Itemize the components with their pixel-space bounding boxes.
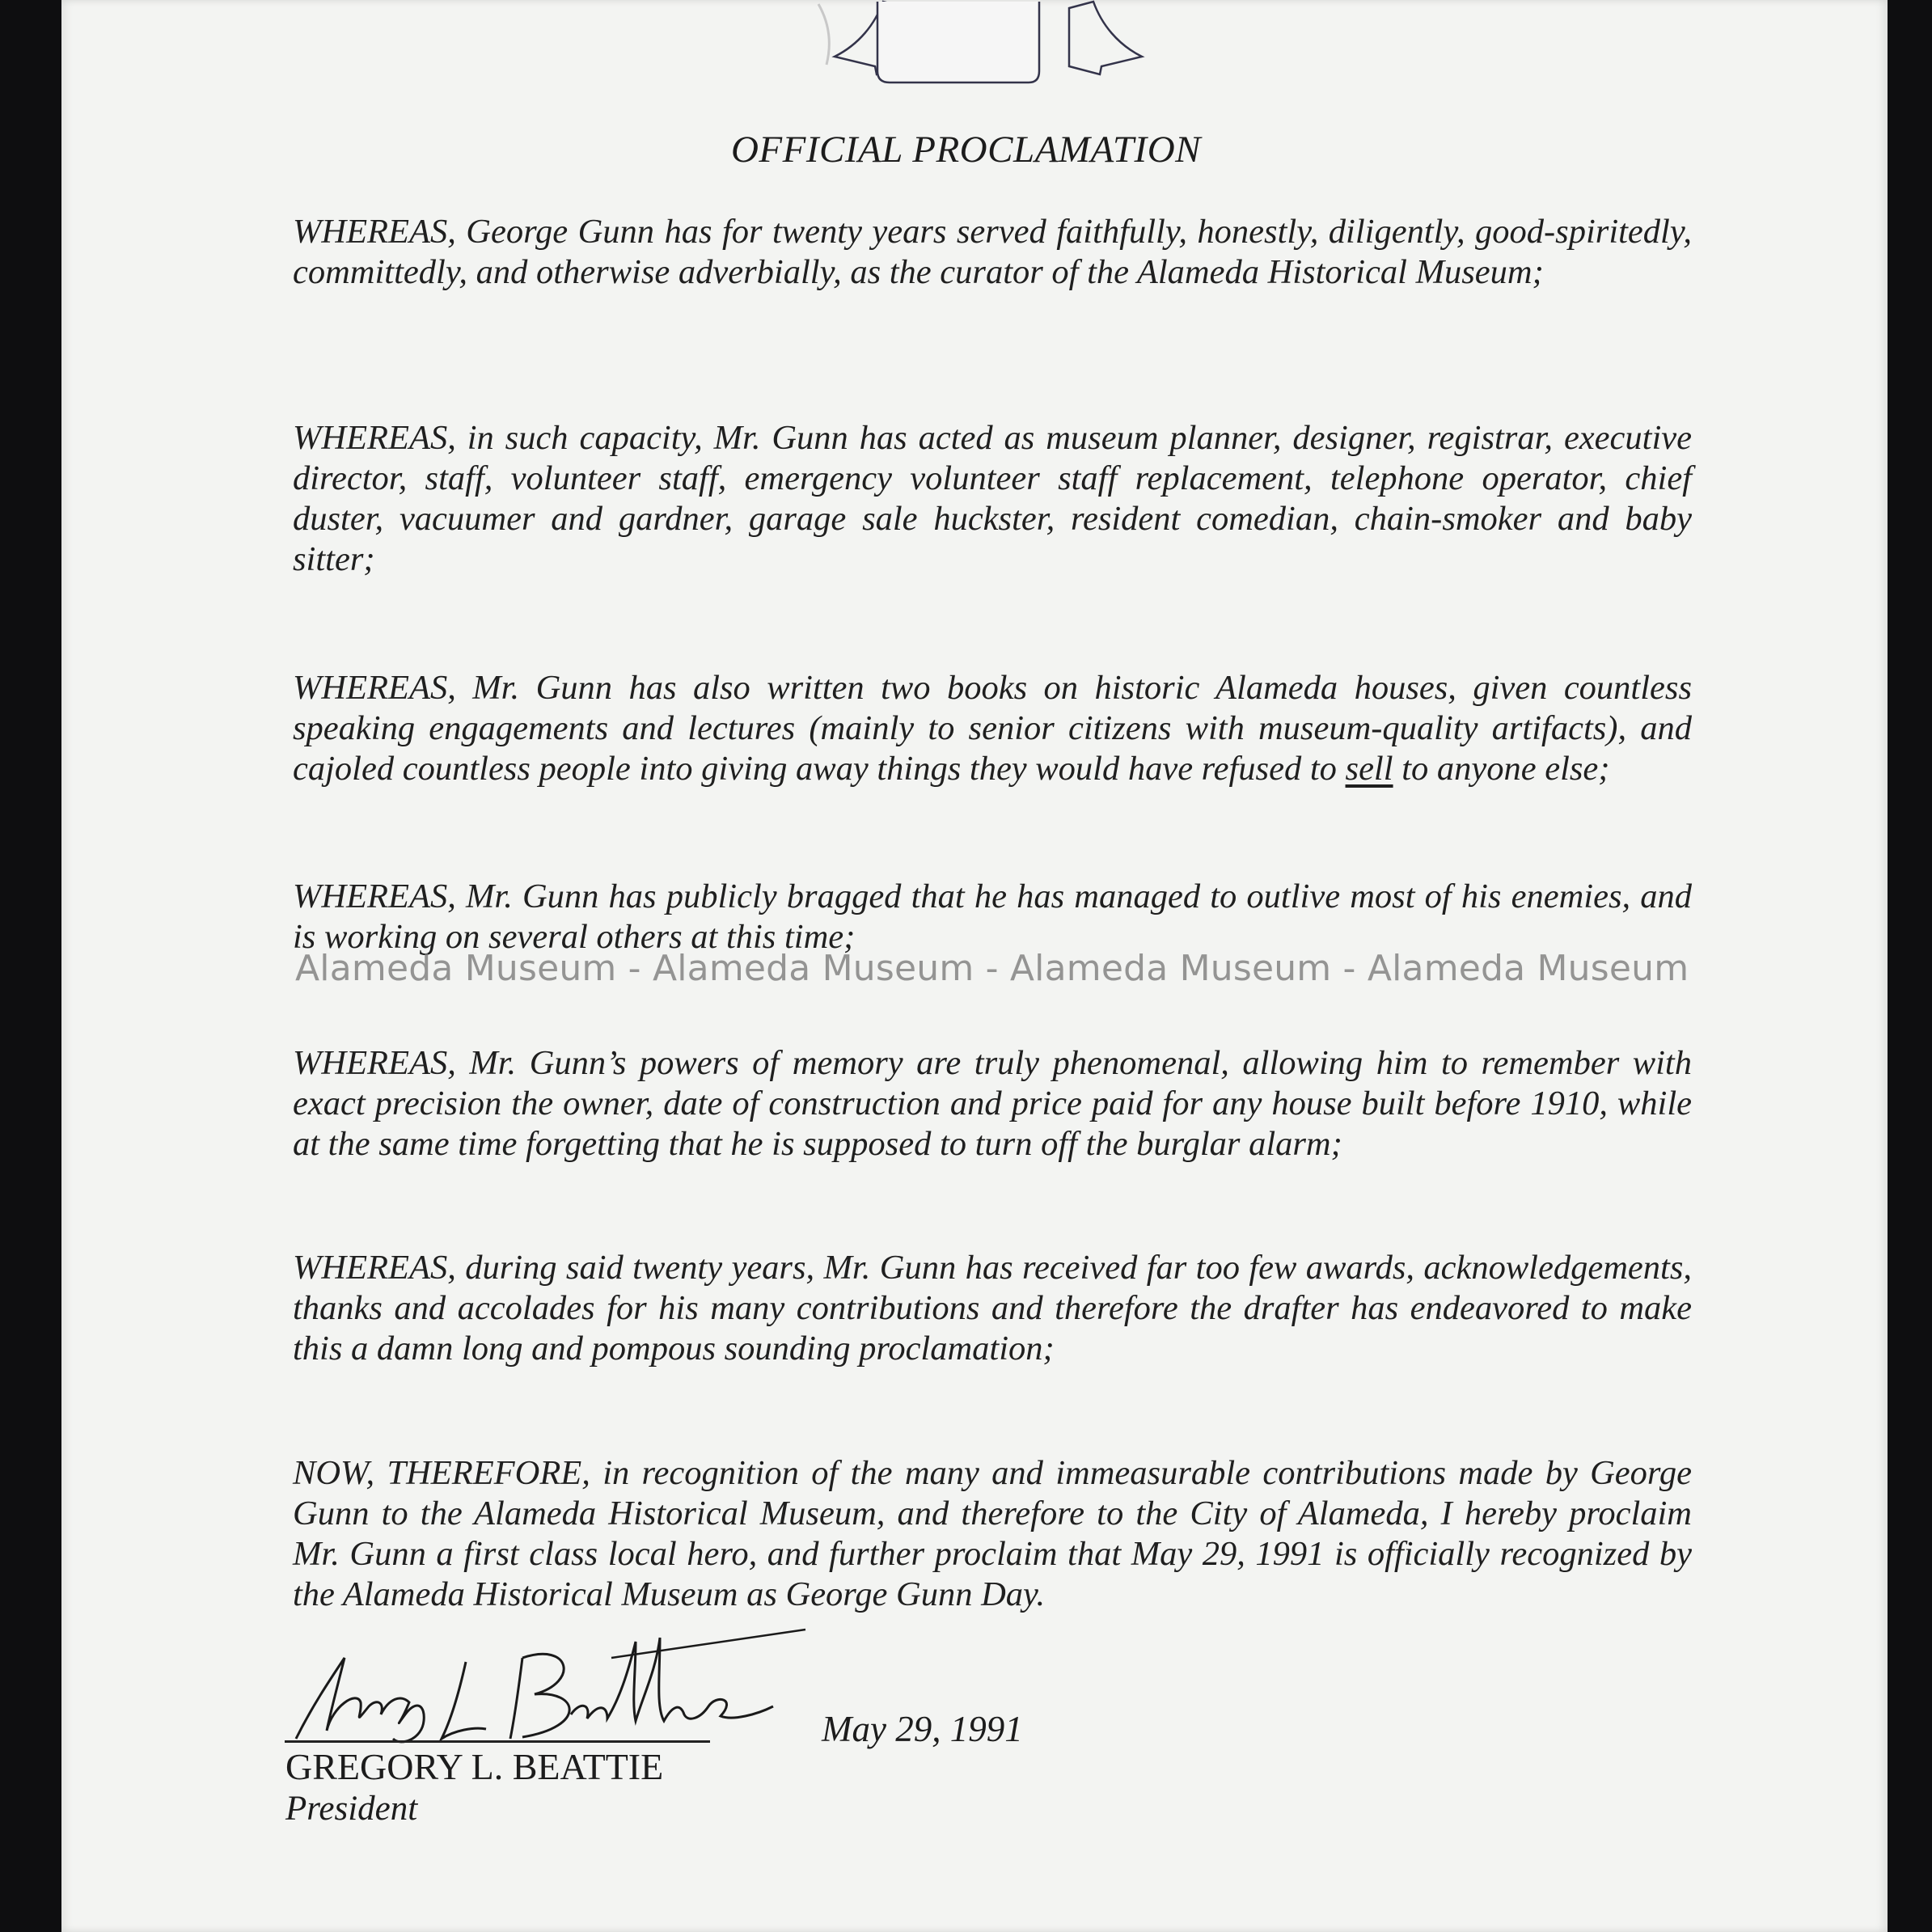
page-title: OFFICIAL PROCLAMATION — [730, 129, 1202, 171]
underlined-word: sell — [1345, 750, 1393, 788]
whereas-paragraph-6: WHEREAS, during said twenty years, Mr. Gunn has received far too few awards, acknowledgements, thanks and accolades for his many contributions and therefore the drafter has endeavored to make this a damn long and pompous sounding proclamation; — [293, 1249, 1692, 1368]
whereas-paragraph-4: WHEREAS, Mr. Gunn has publicly bragged that he has managed to outlive most of his enemies, and is working on several others at this time; — [293, 877, 1692, 956]
paragraph-3-text: WHEREAS, Mr. Gunn has also written two books on historic Alameda houses, given countless speaking engagements and lectures (mainly to senior citizens with museum-quality artifacts), and cajoled countless people into giving away things they would have refused to — [293, 669, 1692, 788]
signature-date: May 29, 1991 — [822, 1709, 1023, 1749]
whereas-paragraph-3 — [293, 668, 1692, 789]
watermark-text: Alameda Museum - Alameda Museum - Alameda Museum - Alameda Museum — [295, 948, 1689, 989]
signature-icon — [280, 1626, 814, 1755]
letterhead-seal-icon — [786, 0, 1190, 89]
therefore-paragraph: NOW, THEREFORE, in recognition of the many and immeasurable contributions made by George Gunn to the Alameda Historical Museum, and therefore to the City of Alameda, I hereby proclaim Mr. Gunn a first class local hero, and further proclaim that May 29, 1991 is officially recognized by the Alameda Historical Museum as George Gunn Day. — [293, 1454, 1692, 1613]
signer-role: President — [285, 1790, 418, 1828]
whereas-paragraph-1: WHEREAS, George Gunn has for twenty years served faithfully, honestly, diligently, good-spiritedly, committedly, and otherwise adverbially, as the curator of the Alameda Historical Museum; — [293, 213, 1692, 291]
paragraph-3-ending: to anyone else; — [1393, 750, 1610, 788]
signature-line — [285, 1740, 710, 1743]
whereas-paragraph-5: WHEREAS, Mr. Gunn’s powers of memory are truly phenomenal, allowing him to remember with exact precision the owner, date of construction and price paid for any house built before 1910, while at the same time forgetting that he is supposed to turn off the burglar alarm; — [293, 1044, 1692, 1163]
whereas-paragraph-2: WHEREAS, in such capacity, Mr. Gunn has acted as museum planner, designer, registrar, executive director, staff, volunteer staff, emergency volunteer staff replacement, telephone operator, chief duster, vacuumer and gardner, garage sale huckster, resident comedian, chain-smoker and baby sitter; — [293, 419, 1692, 578]
signer-name: GREGORY L. BEATTIE — [285, 1746, 664, 1787]
